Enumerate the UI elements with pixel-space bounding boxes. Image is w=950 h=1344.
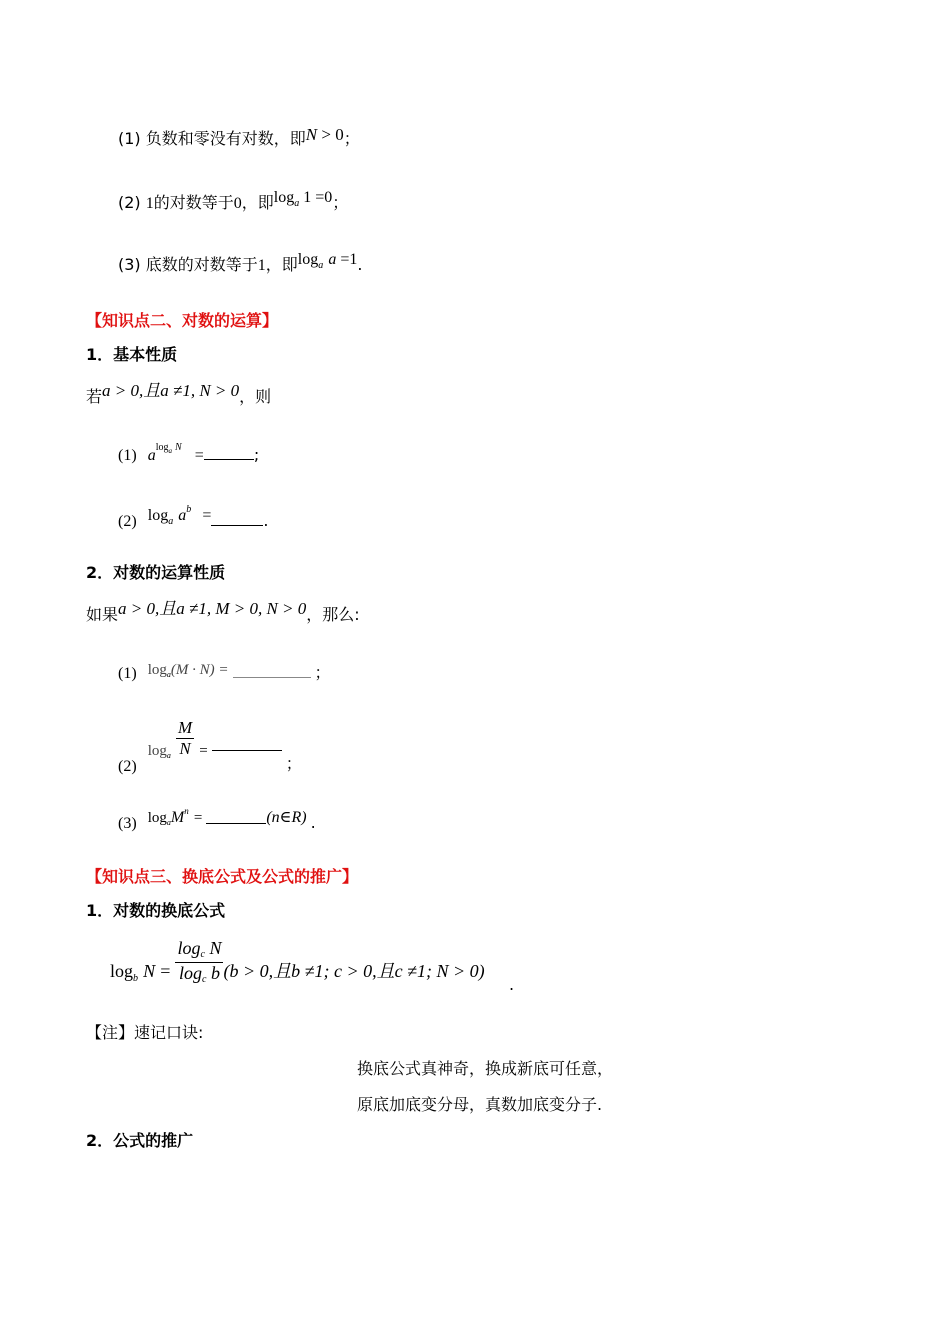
math-expr: > 0 <box>317 125 344 144</box>
operation-item-2 <box>118 718 302 775</box>
item-number: (1) <box>118 129 141 148</box>
math-var: N <box>305 125 318 144</box>
equals: = <box>193 810 203 826</box>
fraction <box>175 938 223 987</box>
punct: . <box>357 255 363 274</box>
math-var: b <box>210 963 220 983</box>
note-label: 【注】速记口诀: <box>86 1023 204 1042</box>
item-number: (3) <box>118 255 141 274</box>
basic-item-2 <box>118 504 269 535</box>
property-item-1 <box>118 125 360 150</box>
math-expr: =1 <box>336 251 358 268</box>
property-item-3 <box>118 251 363 279</box>
math-sub: c <box>200 949 205 960</box>
math-sub: a <box>166 751 171 760</box>
basic-item-1 <box>118 444 259 469</box>
subsection-title: 2．对数的运算性质 <box>86 563 226 582</box>
math-var: N <box>143 961 156 981</box>
answer-blank <box>233 663 311 678</box>
cond-math: a > 0,且a ≠1, M > 0, N > 0 <box>118 599 307 618</box>
item-text: 0 <box>233 195 242 212</box>
math-log: log <box>178 963 202 983</box>
math-log: log <box>110 961 134 981</box>
answer-blank <box>206 809 266 824</box>
math-sup: n <box>184 806 189 816</box>
item-number: (2) <box>118 193 141 212</box>
condition-line <box>86 599 360 626</box>
math-sub: a <box>166 818 171 827</box>
math-var: a <box>328 251 337 268</box>
answer-blank <box>204 445 254 460</box>
subsection-title: 1．对数的换底公式 <box>86 901 226 920</box>
cond-suffix: ，则 <box>239 387 272 406</box>
item-number: (2) <box>118 513 137 530</box>
answer-blank <box>212 736 282 751</box>
math-sub: c <box>201 974 207 985</box>
mnemonic-line-2: 原底加底变分母，真数加底变分子. <box>357 1095 603 1114</box>
change-of-base-formula: $\log_b N$ = $\frac{\text{logc N}}{\text{logc b}}$ (b > 0,且b ≠1; c > 0,且c ≠1; N > 0) <box>110 938 485 985</box>
item-number: (2) <box>118 758 137 775</box>
math-sub: a <box>294 198 300 209</box>
punct: . <box>310 813 316 832</box>
math-var: N <box>209 938 222 958</box>
math-sup: b <box>186 504 192 515</box>
math-log: log <box>177 938 201 958</box>
subsection-title: 2．公式的推广 <box>86 1131 194 1150</box>
cond-prefix: 如果 <box>86 605 119 624</box>
period: . <box>509 975 515 994</box>
section-title: 【知识点三、换底公式及公式的推广】 <box>86 867 359 886</box>
numerator: M <box>178 718 193 737</box>
condition-line <box>86 381 272 408</box>
equals: = <box>202 507 212 524</box>
item-number: (1) <box>118 447 137 464</box>
equals: = <box>194 447 204 464</box>
cond-math: a > 0,且a ≠1, N > 0 <box>102 381 240 400</box>
formula-condition: (b > 0,且b ≠1; c > 0,且c ≠1; N > 0) <box>223 961 485 981</box>
equals: = <box>199 743 208 759</box>
math-log: log <box>147 743 167 759</box>
item-text: 1 <box>257 257 266 274</box>
punct: ； <box>285 754 302 773</box>
math-domain: (n∈R) <box>266 809 307 826</box>
item-number: (1) <box>118 665 137 682</box>
math-sub: a <box>318 260 324 271</box>
math-var: a <box>147 447 156 464</box>
item-text: ，即 <box>265 255 298 274</box>
math-expr: 1 =0 <box>299 189 333 206</box>
section-title: 【知识点二、对数的运算】 <box>86 311 279 330</box>
math-sub: a <box>166 670 171 679</box>
fraction <box>176 718 194 759</box>
cond-prefix: 若 <box>86 387 103 406</box>
item-text: 1 <box>145 195 154 212</box>
denominator: N <box>176 738 194 759</box>
denominator <box>175 962 223 987</box>
math-log: log <box>147 662 167 678</box>
math-var: N <box>175 442 182 453</box>
punct: ； <box>314 663 331 682</box>
math-sub: a <box>168 447 173 455</box>
numerator <box>175 938 223 962</box>
item-text: 底数的对数等于 <box>145 255 258 274</box>
item-text: ，即 <box>241 193 274 212</box>
math-var: a <box>178 507 187 524</box>
item-text: 的对数等于 <box>153 193 234 212</box>
math-log: log <box>147 810 167 826</box>
math-log: log <box>147 507 169 524</box>
item-text: 负数和零没有对数，即 <box>145 129 306 148</box>
operation-item-3 <box>118 806 316 837</box>
subsection-title: 1．基本性质 <box>86 345 178 364</box>
math-sub: b <box>133 973 139 984</box>
punct: ； <box>332 193 349 212</box>
punct: ; <box>253 445 260 464</box>
math-log: log <box>273 189 295 206</box>
cond-suffix: ，那么: <box>306 605 360 624</box>
operation-item-1 <box>118 662 331 687</box>
item-number: (3) <box>118 815 137 832</box>
math-var: M <box>170 809 185 826</box>
math-log: log <box>297 251 319 268</box>
answer-blank <box>211 511 263 526</box>
mnemonic-line-1: 换底公式真神奇，换成新底可任意， <box>357 1059 614 1078</box>
property-item-2 <box>118 189 349 217</box>
punct: . <box>263 511 269 530</box>
math-log: log <box>155 442 169 453</box>
math-expr: (M · N) = <box>170 662 229 678</box>
punct: ； <box>343 129 360 148</box>
math-sub: a <box>168 516 174 527</box>
